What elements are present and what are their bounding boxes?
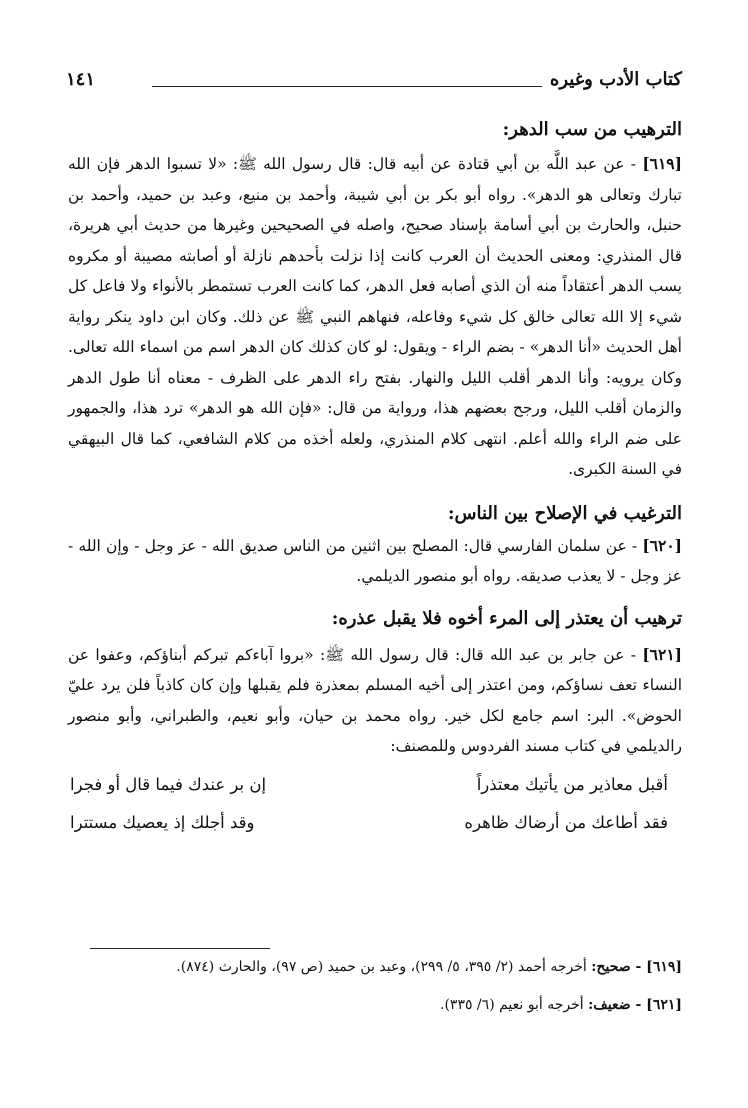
footnotes [68, 954, 682, 1018]
hadith-text: - عن عبد اللَّه بن أبي قتادة عن أبيه قال: قال رسول الله ﷺ: «لا تسبوا الدهر فإن الله تبارك وتعالى هو الدهر». رواه أبو بكر بن أبي شيبة، وأحمد بن منيع، وعبد بن حميد، وأحمد بن حنبل، والحارث بن أبي أسامة بإسناد صحيح، واصله في الصحيحين وغيرها من حديث أبي هريرة، قال المنذري: ومعنى الحديث أن العرب كانت إذا نزلت بأحدهم نازلة أو أصابته مصيبة أو مكروه يسب الدهر أعتقاداً منه أن الذي أصابه فعل الدهر، كما كانت العرب تستمطر بالأنواء ولا فاعل كل شيء إلا الله تعالى خالق كل شيء وفاعله، فنهاهم النبي ﷺ عن ذلك. وكان ابن داود ينكر رواية أهل الحديث «أنا الدهر» - بضم الراء - ويقول: لو كان كذلك كان الدهر اسم من اسماء الله تعالى. وكان يرويه: وأنا الدهر أقلب الليل والنهار. بفتح راء الدهر على الظرف - معناه أنا طول الدهر والزمان أقلب الليل، ورجح بعضهم هذا، ورواية من قال: «فإن الله هو الدهر» ترد هذا، والجمهور على ضم الراء والله أعلم. انتهى كلام المنذري، ولعله أخذه من كلام الشافعي، كما قال البيهقي في السنة الكبرى. [68, 155, 682, 478]
section-heading-apology: ترهيب أن يعتذر إلى المرء أخوه فلا يقبل عذره: [331, 607, 682, 629]
book-title: كتاب الأدب وغيره [549, 69, 682, 90]
hadith-number: [٦١٩] [642, 154, 682, 173]
section-heading-reconciliation: الترغيب في الإصلاح بين الناس: [447, 502, 682, 524]
footnote-text: أخرجه أحمد (٢/ ٣٩٥، ٥/ ٢٩٩)، وعبد بن حميد (ص ٩٧)، والحارث (٨٧٤). [176, 959, 587, 975]
footnote-text: أخرجه أبو نعيم (٦/ ٣٣٥). [440, 997, 584, 1013]
footnote-separator [90, 948, 270, 949]
hadith-text: - عن سلمان الفارسي قال: المصلح بين اثنين من الناس صديق الله - عز وجل - وإن الله - عز وجل - لا يعذب صديقه. رواه أبو منصور الديلمي. [68, 536, 682, 585]
header-rule [152, 86, 542, 87]
footnote-621 [68, 992, 682, 1018]
hadith-620 [68, 531, 682, 592]
footnote-label: [٦٢١] - ضعيف: [588, 997, 682, 1013]
verse-second-hemistich: إن بر عندك فيما قال أو فجرا [70, 774, 267, 794]
hadith-number: [٦٢١] [642, 644, 682, 664]
hadith-619 [68, 149, 682, 485]
verse-line [68, 766, 682, 804]
hadith-number: [٦٢٠] [642, 535, 683, 555]
hadith-text: - عن جابر بن عبد الله قال: قال رسول الله ﷺ: «بروا آباءكم تبركم أبناؤكم، وعفوا عن النساء تعف نساؤكم، ومن اعتذر إلى أخيه المسلم بمعذرة فلم يقبلها وإن كان كاذباً فلن يرد عليّ الحوض». البر: اسم جامع لكل خير. رواه محمد بن حيان، وأبو نعيم، والطبراني، وأبو منصور رالديلمي في كتاب مسند الفردوس وللمصنف: [68, 645, 682, 755]
page-number: ١٤١ [66, 69, 96, 90]
verse-first-hemistich: أقبل معاذير من يأتيك معتذراً [476, 774, 668, 794]
verse-first-hemistich: فقد أطاعك من أرضاك ظاهره [464, 812, 668, 832]
main-text [68, 115, 682, 842]
verse-second-hemistich: وقد أجلك إذ يعصيك مستترا [70, 812, 255, 832]
footnote-label: [٦١٩] - صحيح: [591, 959, 682, 975]
hadith-621 [68, 640, 682, 762]
footnote-619 [68, 954, 682, 980]
section-heading-time-cursing: الترهيب من سب الدهر: [502, 119, 682, 140]
poetry-block [68, 766, 682, 842]
running-header [66, 66, 682, 96]
verse-line [68, 804, 682, 842]
